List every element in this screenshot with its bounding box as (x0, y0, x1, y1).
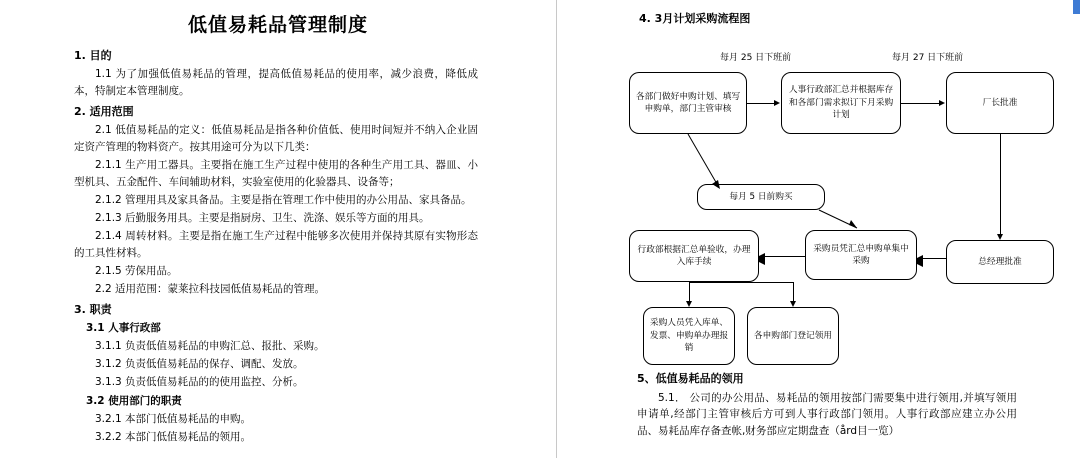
flow-label-1: 每月 25 日下班前 (720, 53, 792, 63)
right-page (557, 0, 1080, 458)
flow-label-box-buy: 每月 5 日前购买 (697, 184, 825, 210)
left-page-body (0, 47, 556, 446)
arrow-admin-split (689, 282, 793, 283)
para-2-1-5: 2.1.5 劳保用品。 (95, 264, 178, 277)
para-2-2: 2.2 适用范围：蒙莱拉科技园低值易耗品的管理。 (95, 282, 326, 295)
heading-purpose: 1. 目的 (74, 49, 112, 62)
flow-node-register-use: 各申购部门登记领用 (747, 307, 839, 365)
para-2-1-4: 2.1.4 周转材料。主要是指在施工生产过程中能够多次使用并保持其原有实物形态的工具性材料。 (74, 229, 478, 259)
heading-3-2: 3.2 使用部门的职责 (86, 395, 182, 408)
flow-node-gm-approval: 总经理批准 (946, 240, 1054, 284)
page-bottom-clip (557, 452, 1080, 458)
para-2-1-3: 2.1.3 后勤服务用具。主要是指厨房、卫生、洗涤、娱乐等方面的用具。 (95, 211, 430, 224)
flow-node-factory-approval: 厂长批准 (946, 72, 1054, 134)
para-3-1-3: 3.1.3 负责低值易耗品的的使用监控、分析。 (95, 376, 304, 389)
flow-node-admin-receive: 行政部根据汇总单验收，办理入库手续 (629, 230, 759, 282)
para-3-2-2: 3.2.2 本部门低值易耗品的领用。 (95, 431, 252, 444)
purchase-flowchart (557, 26, 1080, 366)
heading-requisition: 5、低值易耗品的领用 (637, 372, 744, 385)
para-1-1: 1.1 为了加强低值易耗品的管理，提高低值易耗品的使用率，减少浪费，降低成本，特制定本管理制度。 (74, 67, 478, 97)
heading-duties: 3. 职责 (74, 302, 112, 316)
section-requisition (637, 370, 1017, 440)
flow-label-2: 每月 27 日下班前 (892, 53, 964, 63)
para-3-1-1: 3.1.1 负责低值易耗品的申购汇总、报批、采购。 (95, 340, 325, 353)
para-3-1-2: 3.1.2 负责低值易耗品的保存、调配、发放。 (95, 358, 304, 371)
flowchart-title: 4. 3月计划采购流程图 (639, 12, 751, 25)
arrowhead-admin-to-reimburse (686, 301, 692, 307)
heading-3-1: 3.1 人事行政部 (86, 322, 161, 335)
flow-node-purchaser-buy: 采购员凭汇总申购单集中采购 (805, 230, 917, 280)
arrow-admin-to-register (793, 282, 794, 301)
arrow-admin-to-reimburse (689, 282, 690, 301)
para-2-1-1: 2.1.1 生产用工器具。主要指在施工生产过程中使用的各种生产用工具、器皿、小型机具、五金配件、车间辅助材料，实验室使用的化验器具、设备等； (74, 158, 478, 188)
arrowhead-admin-to-register (790, 301, 796, 307)
heading-scope: 2. 适用范围 (74, 104, 134, 118)
para-5-1: 5.1． 公司的办公用品、易耗品的领用按部门需要集中进行领用,并填写领用申请单,经部门主管审核后方可到人事行政部门领用。人事行政部应建立办公用品、易耗品库存备查帐,财务部应定期盘查（ård目一览） (637, 391, 1017, 438)
para-2-1-2: 2.1.2 管理用具及家具备品。主要是指在管理工作中使用的办公用品、家具备品。 (95, 193, 472, 206)
para-3-2-1: 3.2.1 本部门低值易耗品的申购。 (95, 413, 252, 426)
flow-node-dept-plan: 各部门做好申购计划、填写申购单，部门主管审核 (629, 72, 747, 134)
flow-node-reimburse: 采购人员凭入库单、发票、申购单办理报销 (643, 307, 735, 365)
para-2-1: 2.1 低值易耗品的定义：低值易耗品是指各种价值低、使用时间短并不纳入企业固定资产管理的物料资产。按其用途可分为以下几类： (74, 123, 478, 153)
flow-node-hr-summary: 人事行政部汇总并根据库存和各部门需求拟订下月采购计划 (781, 72, 901, 134)
page-title: 低值易耗品管理制度 (187, 14, 368, 36)
